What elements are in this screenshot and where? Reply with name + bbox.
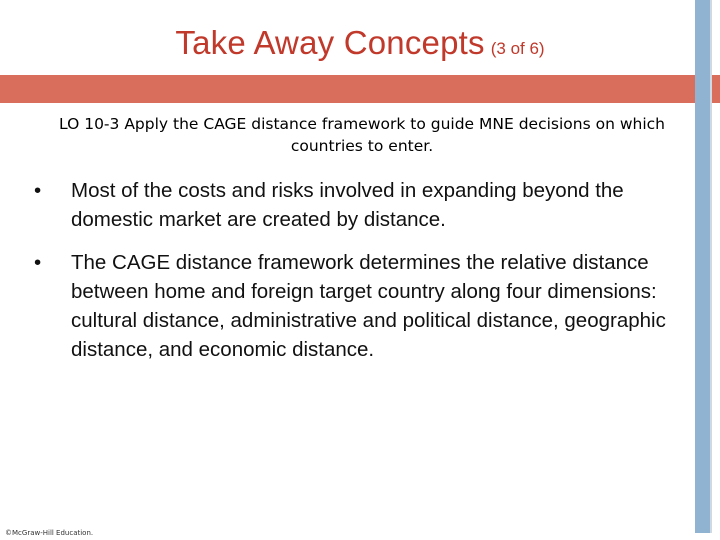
right-accent-bar	[695, 0, 710, 533]
title-accent-bar	[0, 75, 720, 103]
title-counter: (3 of 6)	[490, 39, 545, 58]
bullet-dot-icon: •	[34, 251, 42, 274]
bullet-item	[34, 176, 694, 234]
bullet-item	[34, 248, 694, 364]
right-accent-line	[710, 0, 712, 533]
bullet-dot-icon: •	[34, 179, 42, 202]
title-main: Take Away Concepts	[175, 24, 485, 61]
learning-objective: LO 10-3 Apply the CAGE distance framework to guide MNE decisions on which countries to enter.	[59, 115, 665, 155]
slide-title	[0, 24, 720, 62]
bullet-list	[34, 176, 694, 378]
bullet-text: The CAGE distance framework determines the relative distance between home and foreign target country along four dimensions: cultural distance, administrative and political distance, geographic distance, and economic distance.	[71, 251, 666, 361]
bullet-text: Most of the costs and risks involved in expanding beyond the domestic market are created by distance.	[71, 179, 624, 231]
copyright-footer: ©McGraw-Hill Education.	[5, 529, 94, 537]
